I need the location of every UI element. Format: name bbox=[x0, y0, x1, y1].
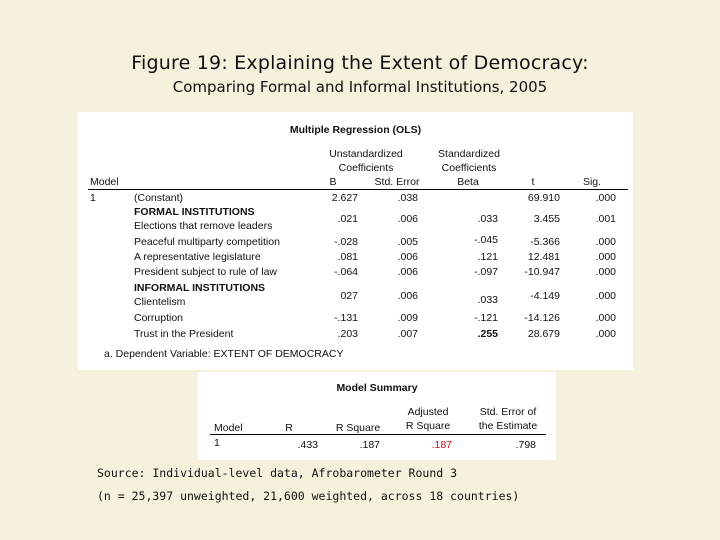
figure-title: Figure 19: Explaining the Extent of Democracy: bbox=[131, 52, 589, 74]
adjusted-header-1: Adjusted bbox=[407, 406, 449, 418]
beta-value: -.097 bbox=[474, 266, 498, 278]
se-value: .006 bbox=[397, 251, 418, 263]
row-label: Trust in the President bbox=[134, 328, 234, 340]
beta-value: .121 bbox=[477, 251, 498, 263]
standardized-header: Standardized bbox=[438, 148, 500, 160]
b-value: .081 bbox=[337, 251, 358, 263]
se-value: .006 bbox=[397, 290, 418, 302]
sig-value: .001 bbox=[595, 213, 616, 225]
r-square-value: .187 bbox=[359, 439, 380, 451]
adjusted-r-square-value: .187 bbox=[431, 439, 452, 451]
t-value: -10.947 bbox=[524, 266, 560, 278]
se-value: .005 bbox=[397, 236, 418, 248]
section-label-formal: FORMAL INSTITUTIONS bbox=[134, 206, 255, 218]
t-value: 28.679 bbox=[527, 328, 560, 340]
b-column-header: B bbox=[329, 176, 337, 188]
b-value: .203 bbox=[337, 328, 358, 340]
se-value: .006 bbox=[397, 213, 418, 225]
figure-subtitle: Comparing Formal and Informal Institutions, 2005 bbox=[172, 78, 548, 96]
sig-value: .000 bbox=[595, 312, 616, 324]
beta-value: -.121 bbox=[474, 312, 498, 324]
t-value: -14.126 bbox=[524, 312, 560, 324]
model-number: 1 bbox=[90, 192, 96, 204]
standardized-coeff-header: Coefficients bbox=[441, 162, 497, 174]
summary-divider bbox=[210, 434, 546, 435]
t-value: 69.910 bbox=[527, 192, 560, 204]
regression-footnote: a. Dependent Variable: EXTENT OF DEMOCRACY bbox=[104, 348, 344, 360]
beta-value: .255 bbox=[477, 328, 498, 340]
t-value: 12.481 bbox=[527, 251, 560, 263]
sample-note: (n = 25,397 unweighted, 21,600 weighted, across 18 countries) bbox=[97, 489, 520, 503]
b-value: -.064 bbox=[334, 266, 358, 278]
beta-value: -.045 bbox=[474, 234, 498, 246]
t-value: -5.366 bbox=[530, 236, 560, 248]
beta-value: .033 bbox=[477, 294, 498, 306]
unstandardized-coeff-header: Coefficients bbox=[338, 162, 394, 174]
b-value: 2.627 bbox=[331, 192, 358, 204]
model-summary-table bbox=[198, 372, 556, 460]
sig-column-header: Sig. bbox=[582, 176, 602, 188]
section-label-informal: INFORMAL INSTITUTIONS bbox=[134, 282, 266, 294]
row-label: A representative legislature bbox=[134, 251, 261, 263]
row-label: Peaceful multiparty competition bbox=[134, 236, 280, 248]
sig-value: .000 bbox=[595, 192, 616, 204]
unstandardized-header: Unstandardized bbox=[329, 148, 403, 160]
se-value: .038 bbox=[397, 192, 418, 204]
summary-heading: Model Summary bbox=[336, 382, 418, 394]
sig-value: .000 bbox=[595, 290, 616, 302]
row-label: Clientelism bbox=[134, 296, 186, 308]
std-error-header-2: the Estimate bbox=[478, 420, 538, 432]
row-label: President subject to rule of law bbox=[134, 266, 277, 278]
se-value: .006 bbox=[397, 266, 418, 278]
r-header: R bbox=[285, 422, 293, 434]
summary-model-value: 1 bbox=[214, 437, 220, 449]
sig-value: .000 bbox=[595, 266, 616, 278]
row-label: Corruption bbox=[134, 312, 184, 324]
row-label: (Constant) bbox=[134, 192, 184, 204]
t-value: -4.149 bbox=[530, 290, 560, 302]
b-value: -.028 bbox=[334, 236, 358, 248]
beta-value: .033 bbox=[477, 213, 498, 225]
summary-model-header: Model bbox=[214, 422, 243, 434]
sig-value: .000 bbox=[595, 236, 616, 248]
model-column-header: Model bbox=[90, 176, 119, 188]
r-value: .433 bbox=[297, 439, 318, 451]
std-error-header-1: Std. Error of bbox=[479, 406, 537, 418]
sig-value: .000 bbox=[595, 251, 616, 263]
se-value: .007 bbox=[397, 328, 418, 340]
sig-value: .000 bbox=[595, 328, 616, 340]
r-square-header: R Square bbox=[335, 422, 381, 434]
regression-table bbox=[78, 112, 633, 370]
row-label: Elections that remove leaders bbox=[134, 220, 273, 232]
source-note: Source: Individual-level data, Afrobarometer Round 3 bbox=[97, 466, 458, 480]
std-error-value: .798 bbox=[515, 439, 536, 451]
beta-column-header: Beta bbox=[457, 176, 479, 188]
header-divider bbox=[88, 189, 628, 190]
b-value: .021 bbox=[337, 213, 358, 225]
adjusted-header-2: R Square bbox=[405, 420, 451, 432]
b-value: -.131 bbox=[334, 312, 358, 324]
regression-heading: Multiple Regression (OLS) bbox=[289, 124, 422, 136]
t-column-header: t bbox=[531, 176, 535, 188]
se-value: .009 bbox=[397, 312, 418, 324]
t-value: 3.455 bbox=[533, 213, 560, 225]
b-value: 027 bbox=[340, 290, 358, 302]
se-column-header: Std. Error bbox=[374, 176, 420, 188]
